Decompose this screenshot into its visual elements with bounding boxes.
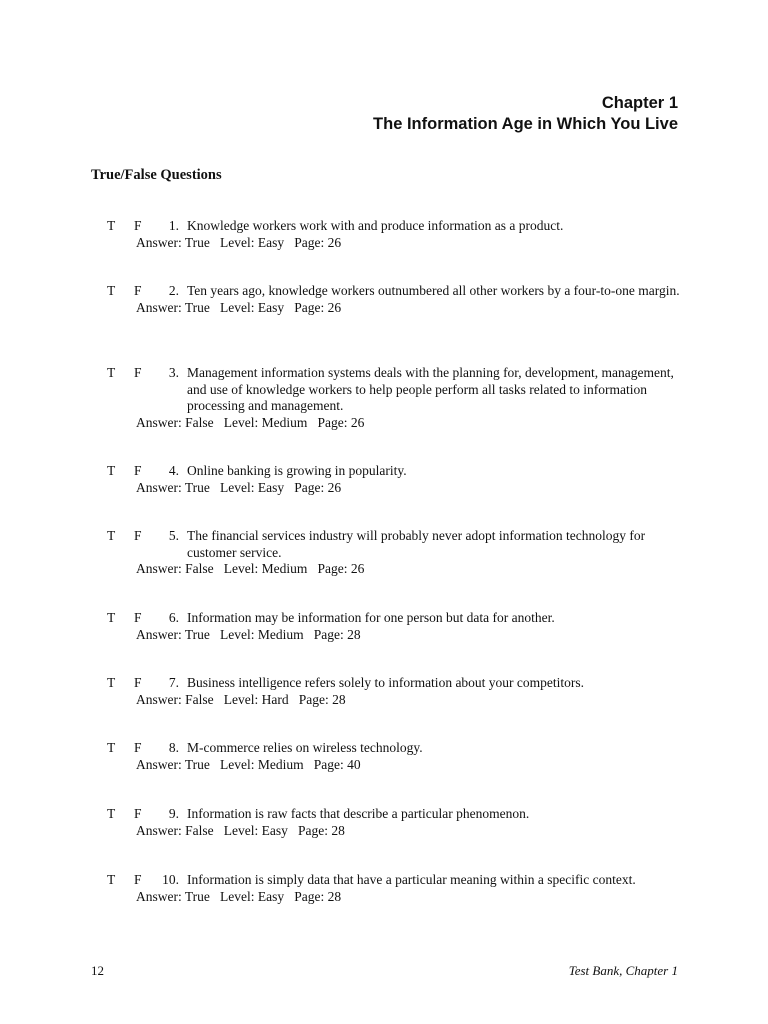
true-option: T bbox=[107, 872, 116, 887]
section-title: True/False Questions bbox=[91, 167, 222, 183]
true-option: T bbox=[107, 740, 116, 755]
true-option: T bbox=[107, 283, 116, 298]
question-item bbox=[107, 872, 687, 905]
true-option: T bbox=[107, 806, 116, 821]
false-option: F bbox=[134, 675, 142, 690]
question-number: 6. bbox=[168, 610, 179, 625]
question-text: Management information systems deals with the planning for, development, management, and use of knowledge workers to help people perform all tasks related to information processing and management. bbox=[187, 365, 674, 413]
question-text: Information is raw facts that describe a particular phenomenon. bbox=[187, 806, 530, 821]
question-text: Business intelligence refers solely to information about your competitors. bbox=[187, 675, 585, 690]
answer-line: Answer: True Level: Medium Page: 28 bbox=[136, 626, 361, 642]
answer-line: Answer: True Level: Easy Page: 28 bbox=[136, 888, 342, 904]
question-number: 9. bbox=[168, 806, 179, 821]
question-text: The financial services industry will probably never adopt information technology for customer service. bbox=[187, 528, 646, 560]
question-text: M-commerce relies on wireless technology. bbox=[187, 740, 423, 755]
question-number: 5. bbox=[168, 528, 179, 543]
question-item bbox=[107, 806, 687, 839]
question-item bbox=[107, 740, 687, 773]
true-option: T bbox=[107, 675, 116, 690]
true-option: T bbox=[107, 528, 116, 543]
question-number: 3. bbox=[168, 365, 179, 380]
true-option: T bbox=[107, 218, 116, 233]
question-number: 4. bbox=[168, 463, 179, 478]
question-item bbox=[107, 610, 687, 643]
false-option: F bbox=[134, 283, 142, 298]
chapter-title: The Information Age in Which You Live bbox=[373, 115, 678, 133]
false-option: F bbox=[134, 610, 142, 625]
answer-line: Answer: True Level: Easy Page: 26 bbox=[136, 479, 342, 495]
answer-line: Answer: False Level: Easy Page: 28 bbox=[136, 822, 345, 838]
false-option: F bbox=[134, 218, 142, 233]
question-number: 2. bbox=[168, 283, 179, 298]
answer-line: Answer: True Level: Easy Page: 26 bbox=[136, 299, 342, 315]
answer-line: Answer: True Level: Easy Page: 26 bbox=[136, 234, 342, 250]
true-option: T bbox=[107, 365, 116, 380]
question-text: Knowledge workers work with and produce information as a product. bbox=[187, 218, 564, 233]
question-number: 7. bbox=[168, 675, 179, 690]
question-number: 1. bbox=[168, 218, 179, 233]
false-option: F bbox=[134, 365, 142, 380]
question-item bbox=[107, 283, 687, 316]
true-option: T bbox=[107, 463, 116, 478]
question-text: Ten years ago, knowledge workers outnumbered all other workers by a four-to-one margin. bbox=[187, 283, 680, 298]
running-title: Test Bank, Chapter 1 bbox=[568, 963, 678, 978]
answer-line: Answer: False Level: Medium Page: 26 bbox=[136, 561, 365, 576]
false-option: F bbox=[134, 528, 142, 543]
question-item bbox=[107, 463, 687, 496]
question-text: Online banking is growing in popularity. bbox=[187, 463, 407, 478]
false-option: F bbox=[134, 463, 142, 478]
question-text: Information is simply data that have a particular meaning within a specific context. bbox=[187, 872, 636, 887]
chapter-number: Chapter 1 bbox=[601, 94, 678, 112]
chapter-heading bbox=[373, 93, 678, 135]
answer-line: Answer: False Level: Medium Page: 26 bbox=[136, 414, 365, 430]
answer-line: Answer: False Level: Hard Page: 28 bbox=[136, 691, 346, 707]
question-number: 8. bbox=[168, 740, 179, 755]
page-number: 12 bbox=[91, 963, 104, 978]
question-text: Information may be information for one person but data for another. bbox=[187, 610, 555, 625]
question-item bbox=[107, 675, 687, 708]
question-number: 10. bbox=[162, 872, 179, 887]
question-item bbox=[107, 218, 687, 251]
question-item bbox=[107, 528, 687, 578]
answer-line: Answer: True Level: Medium Page: 40 bbox=[136, 756, 361, 772]
question-item bbox=[107, 365, 687, 431]
false-option: F bbox=[134, 740, 142, 755]
false-option: F bbox=[134, 872, 142, 887]
false-option: F bbox=[134, 806, 142, 821]
true-option: T bbox=[107, 610, 116, 625]
